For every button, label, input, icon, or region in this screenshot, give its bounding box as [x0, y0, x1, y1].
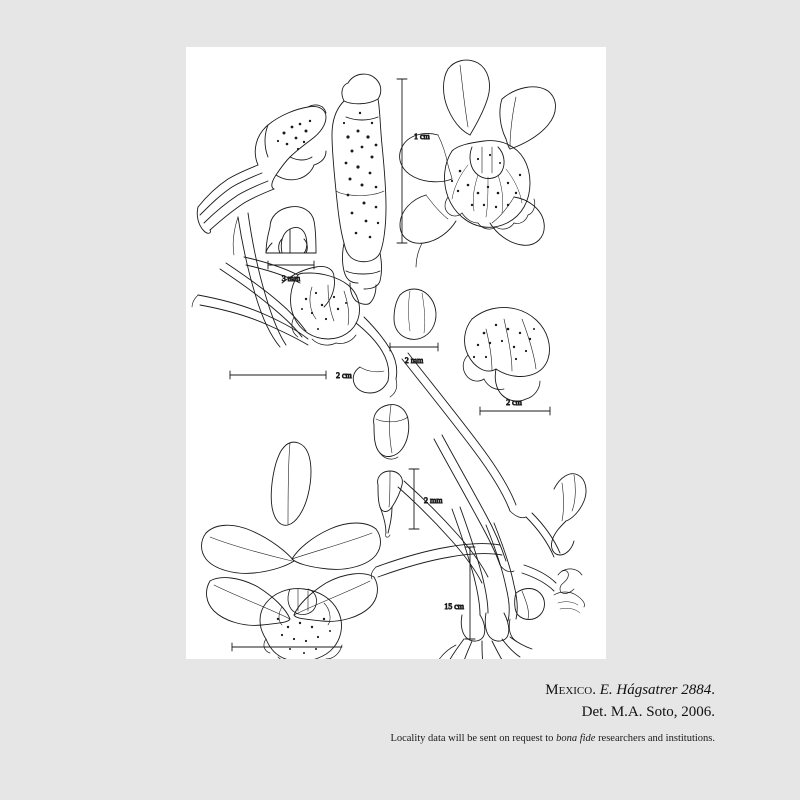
disclaimer-emphasis: bona fide [556, 733, 596, 744]
locality-disclaimer [300, 733, 715, 744]
scalebar-2cm-lip-label: 2 cm [506, 398, 522, 407]
determination-line-determiner [400, 702, 715, 724]
disclaimer-suffix: researchers and institutions. [595, 733, 715, 744]
botanical-illustration-plate [186, 47, 606, 659]
plate-drawing [186, 47, 606, 659]
determined-by-label: Det. M.A. Soto, 2006. [581, 703, 715, 720]
collector-number: E. Hágsatrer 2884 [599, 682, 712, 698]
line1-period: . [711, 682, 715, 698]
scalebar-2mm-bract-label: 2 mm [404, 356, 424, 365]
scalebar-2mm-anther-label: 2 mm [424, 496, 443, 505]
disclaimer-prefix: Locality data will be sent on request to [390, 733, 557, 744]
scalebar-15cm-label: 15 cm [444, 602, 464, 611]
determination-block [400, 680, 715, 724]
country-period: . [592, 682, 600, 698]
scalebar-2cm-side-label: 2 cm [336, 371, 352, 380]
country-label: Mexico [545, 682, 593, 698]
scalebar-3mm-label: 3 mm [281, 274, 301, 283]
scalebar-1cm-label: 1 cm [414, 132, 430, 141]
determination-line-collection [400, 680, 715, 702]
